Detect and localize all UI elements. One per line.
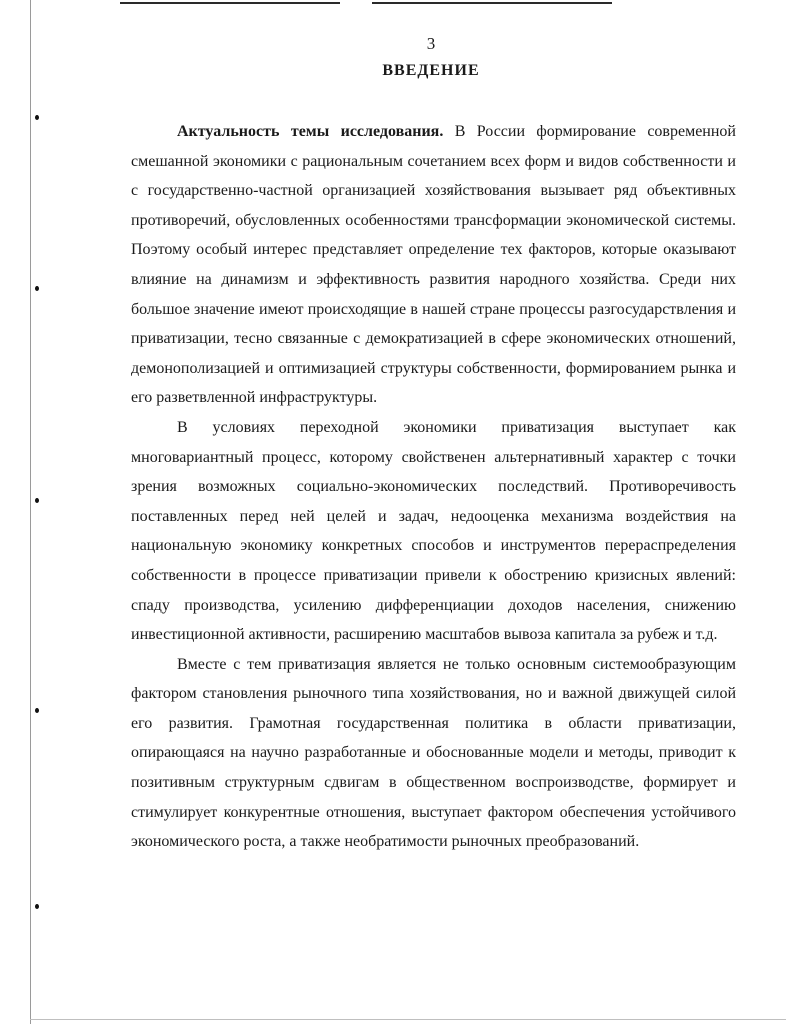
paragraph-text: В России формирование современной смешанной экономики с рациональным сочетанием всех форм и видов собственности и с государственно-частной организацией хозяйствования вызывает ряд объективных противоречий, обусловленных особенностями трансформации экономической системы. Поэтому особый интерес представляет определение тех факторов, которые оказывают влияние на динамизм и эффективность развития народного хозяйства. Среди них большое значение имеют происходящие в нашей стране процессы разгосударствления и приватизации, тесно связанные с демократизацией в сфере экономических отношений, демонополизацией и оптимизацией структуры собственности, формированием рынка и его разветвленной инфраструктуры. — [131, 123, 736, 407]
paragraph-relevance — [131, 117, 736, 413]
paragraph-text: Вместе с тем приватизация является не только основным системообразующим фактором становления рыночного типа хозяйствования, но и важной движущей силой его развития. Грамотная государственная политика в области приватизации, опирающаяся на научно разработанные и обоснованные модели и методы, приводит к позитивным структурным сдвигам в общественном воспроизводстве, формирует и стимулирует конкурентные отношения, выступает фактором обеспечения устойчивого экономического роста, а также необратимости рыночных преобразований. — [131, 655, 736, 851]
scan-bottom-edge — [30, 1019, 786, 1020]
scan-top-artifact — [372, 2, 612, 4]
paragraph-privatization-role — [131, 650, 736, 857]
page-title: ВВЕДЕНИЕ — [382, 62, 480, 79]
page-number: 3 — [426, 34, 436, 53]
binding-hole-mark — [35, 115, 39, 120]
binding-hole-mark — [35, 904, 39, 909]
scan-left-edge — [30, 0, 31, 1024]
binding-hole-mark — [35, 708, 39, 713]
paragraph-text: В условиях переходной экономики приватизация выступает как многовариантный процесс, которому свойственен альтернативный характер с точки зрения возможных социально-экономических последствий. Противоречивость поставленных перед ней целей и задач, недооценка механизма воздействия на национальную экономику конкретных способов и инструментов перераспределения собственности в процессе приватизации привели к обострению кризисных явлений: спаду производства, усилению дифференциации доходов населения, снижению инвестиционной активности, расширению масштабов вывоза капитала за рубеж и т.д. — [131, 418, 736, 644]
scan-top-artifact — [120, 2, 340, 4]
paragraph-lead-heading: Актуальность темы исследования. — [177, 123, 444, 140]
binding-hole-mark — [35, 286, 39, 291]
paragraph-transition-economy — [131, 413, 736, 650]
document-body — [131, 117, 736, 857]
binding-hole-mark — [35, 498, 39, 503]
